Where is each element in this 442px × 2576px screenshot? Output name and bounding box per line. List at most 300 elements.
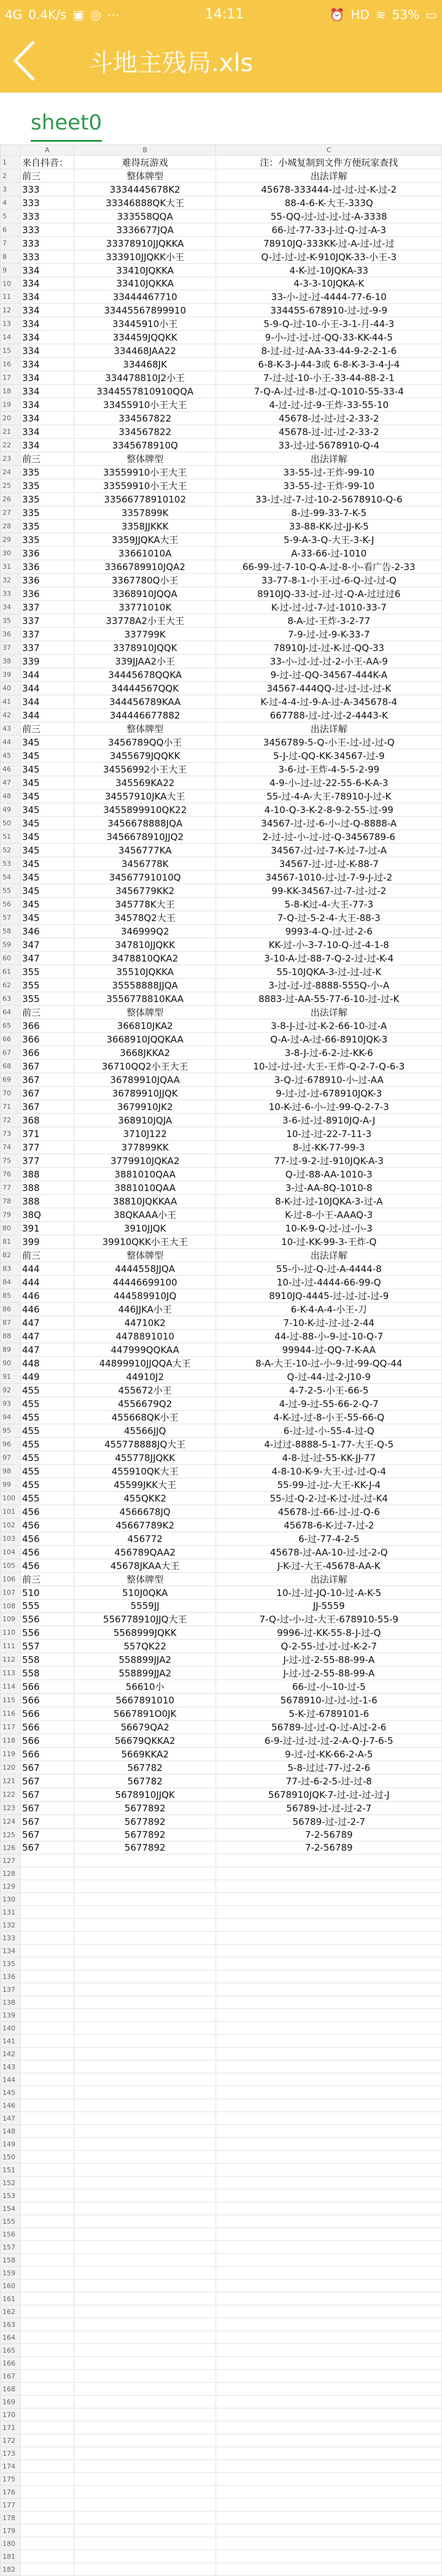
row-number[interactable]: 18 — [1, 385, 21, 398]
cell-a[interactable]: 366 — [20, 1019, 74, 1033]
corner-cell[interactable] — [1, 145, 21, 156]
cell-a[interactable]: 前三 — [20, 1006, 74, 1019]
cell-c[interactable]: 334455-678910-过-过-9-9 — [216, 304, 442, 317]
cell-b[interactable]: 3359JJQKA大王 — [74, 533, 216, 547]
cell-b[interactable]: 3366789910JQA2 — [74, 560, 216, 574]
cell-c[interactable] — [216, 1893, 442, 1906]
cell-c[interactable]: 99944-过-QQ-7-K-AA — [216, 1343, 442, 1357]
cell-c[interactable]: 9-小-过-过-过-QQ-33-KK-44-5 — [216, 331, 442, 344]
row-number[interactable]: 85 — [1, 1289, 21, 1303]
row-number[interactable]: 91 — [1, 1370, 21, 1384]
cell-c[interactable]: 10-过-过-22-7-11-3 — [216, 1127, 442, 1141]
cell-b[interactable]: 3710J122 — [74, 1127, 216, 1141]
row-number[interactable]: 117 — [1, 1721, 21, 1734]
cell-b[interactable] — [74, 1854, 216, 1867]
cell-c[interactable]: 10-过-过-4444-66-99-Q — [216, 1276, 442, 1289]
row-number[interactable]: 147 — [1, 2112, 21, 2125]
row-number[interactable]: 19 — [1, 398, 21, 412]
cell-c[interactable]: 33-88-KK-过-JJ-K-5 — [216, 520, 442, 533]
cell-c[interactable] — [216, 2215, 442, 2228]
cell-a[interactable]: 前三 — [20, 1573, 74, 1586]
row-number[interactable]: 9 — [1, 264, 21, 277]
cell-b[interactable]: 455672小王 — [74, 1384, 216, 1397]
cell-c[interactable]: 77-过-6-2-5-过-过-8 — [216, 1775, 442, 1788]
row-number[interactable]: 72 — [1, 1114, 21, 1127]
row-number[interactable]: 133 — [1, 1932, 21, 1945]
cell-b[interactable] — [74, 1957, 216, 1970]
cell-c[interactable]: 33-过-过-5678910-Q-4 — [216, 439, 442, 452]
cell-b[interactable]: 3456678888JQA — [74, 817, 216, 830]
row-number[interactable]: 81 — [1, 1235, 21, 1249]
cell-c[interactable]: 45678-6-K-过-7-过-2 — [216, 1519, 442, 1532]
cell-a[interactable]: 346 — [20, 925, 74, 938]
cell-a[interactable] — [20, 2177, 74, 2189]
cell-a[interactable] — [20, 2563, 74, 2576]
cell-a[interactable] — [20, 2357, 74, 2370]
cell-b[interactable] — [74, 2421, 216, 2434]
cell-b[interactable]: 344456789KAA — [74, 695, 216, 709]
cell-b[interactable]: 34445678QQKA — [74, 668, 216, 682]
cell-c[interactable] — [216, 2267, 442, 2280]
row-number[interactable]: 90 — [1, 1357, 21, 1370]
cell-b[interactable]: 334567822 — [74, 425, 216, 439]
cell-a[interactable] — [20, 2537, 74, 2550]
cell-a[interactable]: 455 — [20, 1384, 74, 1397]
cell-c[interactable] — [216, 2099, 442, 2112]
row-number[interactable]: 136 — [1, 1970, 21, 1983]
cell-c[interactable]: 9-过-过-KK-66-2-A-5 — [216, 1748, 442, 1761]
cell-a[interactable]: 446 — [20, 1289, 74, 1303]
row-number[interactable]: 36 — [1, 628, 21, 641]
cell-c[interactable] — [216, 2138, 442, 2151]
cell-c[interactable]: Q-过-44-过-2-J10-9 — [216, 1370, 442, 1384]
row-number[interactable]: 106 — [1, 1573, 21, 1586]
cell-b[interactable] — [74, 1906, 216, 1919]
cell-a[interactable]: 388 — [20, 1181, 74, 1195]
cell-c[interactable] — [216, 1854, 442, 1867]
column-header-c[interactable]: C — [216, 145, 442, 156]
cell-a[interactable] — [20, 2164, 74, 2177]
row-number[interactable]: 176 — [1, 2486, 21, 2499]
row-number[interactable]: 55 — [1, 884, 21, 898]
cell-b[interactable]: 34578Q2大王 — [74, 911, 216, 925]
cell-a[interactable]: 333 — [20, 210, 74, 223]
cell-b[interactable]: 33444467710 — [74, 290, 216, 304]
row-number[interactable]: 98 — [1, 1465, 21, 1478]
cell-b[interactable] — [74, 2280, 216, 2293]
cell-b[interactable]: 3455679JQQKK — [74, 749, 216, 763]
cell-a[interactable]: 336 — [20, 560, 74, 574]
row-number[interactable]: 74 — [1, 1141, 21, 1154]
row-number[interactable]: 123 — [1, 1802, 21, 1815]
cell-c[interactable]: 8-过-过-过-AA-33-44-9-2-2-1-6 — [216, 344, 442, 358]
cell-b[interactable] — [74, 2331, 216, 2344]
cell-a[interactable] — [20, 2344, 74, 2357]
cell-a[interactable] — [20, 2499, 74, 2512]
cell-b[interactable]: 33566778910102 — [74, 493, 216, 506]
cell-b[interactable]: 455778888JQ大王 — [74, 1438, 216, 1451]
cell-b[interactable]: 333910JJQKK小王 — [74, 250, 216, 264]
cell-b[interactable]: 4556679Q2 — [74, 1397, 216, 1411]
row-number[interactable]: 59 — [1, 938, 21, 952]
cell-b[interactable]: 45566JJQ — [74, 1424, 216, 1438]
cell-a[interactable]: 345 — [20, 803, 74, 817]
cell-a[interactable]: 367 — [20, 1073, 74, 1087]
cell-a[interactable]: 333 — [20, 237, 74, 250]
row-number[interactable]: 4 — [1, 196, 21, 210]
cell-c[interactable]: 8883-过-AA-55-77-6-10-过-过-K — [216, 992, 442, 1006]
row-number[interactable]: 151 — [1, 2164, 21, 2177]
cell-b[interactable]: 33445910小王 — [74, 317, 216, 331]
cell-a[interactable]: 455 — [20, 1465, 74, 1478]
cell-c[interactable]: 56789-过-过-2-7 — [216, 1815, 442, 1829]
cell-c[interactable]: 3-过-过-过-8888-555Q-小-A — [216, 979, 442, 992]
row-number[interactable]: 51 — [1, 830, 21, 844]
cell-a[interactable] — [20, 2048, 74, 2061]
row-number[interactable]: 116 — [1, 1707, 21, 1721]
cell-b[interactable]: 38810JQKKAA — [74, 1195, 216, 1208]
cell-c[interactable]: 78910JQ-333KK-过-A-过-过-过 — [216, 237, 442, 250]
row-number[interactable]: 158 — [1, 2254, 21, 2267]
cell-c[interactable]: 3-Q-过-678910-小-过-AA — [216, 1073, 442, 1087]
row-number[interactable]: 111 — [1, 1640, 21, 1653]
row-number[interactable]: 145 — [1, 2086, 21, 2099]
cell-b[interactable]: 33771010K — [74, 601, 216, 614]
cell-b[interactable]: 447999QQKAA — [74, 1343, 216, 1357]
cell-b[interactable]: 3668910JQQKAA — [74, 1033, 216, 1046]
cell-b[interactable]: 5678910JJQK — [74, 1788, 216, 1802]
cell-a[interactable] — [20, 2241, 74, 2254]
cell-c[interactable] — [216, 2396, 442, 2408]
cell-c[interactable]: 7-9-过-过-9-K-33-7 — [216, 628, 442, 641]
cell-b[interactable]: 整体牌型 — [74, 1006, 216, 1019]
cell-a[interactable]: 345 — [20, 844, 74, 857]
cell-c[interactable] — [216, 2241, 442, 2254]
cell-b[interactable]: 3345678910Q — [74, 439, 216, 452]
cell-c[interactable]: 6-过-过-小-55-4-过-Q — [216, 1424, 442, 1438]
row-number[interactable]: 41 — [1, 695, 21, 709]
row-number[interactable]: 160 — [1, 2280, 21, 2293]
row-number[interactable]: 28 — [1, 520, 21, 533]
cell-a[interactable]: 345 — [20, 857, 74, 871]
row-number[interactable]: 156 — [1, 2228, 21, 2241]
row-number[interactable]: 148 — [1, 2125, 21, 2138]
cell-c[interactable]: Q-过-过-过-K-910JQK-33-小王-3 — [216, 250, 442, 264]
row-number[interactable]: 33 — [1, 587, 21, 601]
cell-a[interactable] — [20, 1893, 74, 1906]
cell-c[interactable] — [216, 2112, 442, 2125]
cell-c[interactable] — [216, 1880, 442, 1893]
cell-a[interactable]: 344 — [20, 695, 74, 709]
cell-c[interactable]: 9-过-过-过-678910JQK-3 — [216, 1087, 442, 1100]
cell-c[interactable]: 33-77-8-1-小王-过-6-Q-过-过-Q — [216, 574, 442, 587]
cell-c[interactable] — [216, 1919, 442, 1932]
cell-c[interactable]: 33-55-过-王炸-99-10 — [216, 479, 442, 493]
cell-b[interactable]: 3456779KK2 — [74, 884, 216, 898]
cell-a[interactable]: 446 — [20, 1303, 74, 1316]
cell-c[interactable] — [216, 2177, 442, 2189]
cell-b[interactable]: 44899910JJQQA大王 — [74, 1357, 216, 1370]
cell-a[interactable]: 334 — [20, 398, 74, 412]
row-number[interactable]: 75 — [1, 1154, 21, 1168]
cell-a[interactable]: 344 — [20, 668, 74, 682]
cell-a[interactable] — [20, 1932, 74, 1945]
cell-c[interactable]: 出法详解 — [216, 169, 442, 183]
cell-c[interactable]: K-过-4-4-过-9-A-过-A-345678-4 — [216, 695, 442, 709]
cell-c[interactable]: 7-Q-过-小-过-大王-678910-55-9 — [216, 1613, 442, 1626]
cell-a[interactable]: 前三 — [20, 1249, 74, 1262]
cell-a[interactable]: 来自抖音： — [20, 156, 74, 169]
cell-a[interactable]: 444 — [20, 1262, 74, 1276]
cell-a[interactable]: 336 — [20, 574, 74, 587]
cell-a[interactable]: 449 — [20, 1370, 74, 1384]
cell-b[interactable]: 34444567QQK — [74, 682, 216, 695]
cell-b[interactable] — [74, 2022, 216, 2035]
row-number[interactable]: 113 — [1, 1667, 21, 1680]
cell-c[interactable] — [216, 2293, 442, 2305]
cell-a[interactable]: 345 — [20, 749, 74, 763]
cell-b[interactable] — [74, 1970, 216, 1983]
cell-c[interactable]: 10-K-9-Q-过-过-小-3 — [216, 1222, 442, 1235]
cell-c[interactable]: 3-10-A-过-88-7-Q-2-过-过-K-4 — [216, 952, 442, 965]
cell-b[interactable]: 333558QQA — [74, 210, 216, 223]
row-number[interactable]: 58 — [1, 925, 21, 938]
cell-a[interactable] — [20, 2151, 74, 2164]
row-number[interactable]: 8 — [1, 250, 21, 264]
cell-a[interactable]: 377 — [20, 1154, 74, 1168]
row-number[interactable]: 83 — [1, 1262, 21, 1276]
cell-c[interactable]: J-过-过-2-55-88-99-A — [216, 1653, 442, 1667]
cell-c[interactable] — [216, 1906, 442, 1919]
cell-a[interactable]: 355 — [20, 992, 74, 1006]
cell-a[interactable]: 566 — [20, 1721, 74, 1734]
cell-b[interactable]: 44910J2 — [74, 1370, 216, 1384]
row-number[interactable]: 142 — [1, 2048, 21, 2061]
cell-a[interactable]: 368 — [20, 1114, 74, 1127]
cell-a[interactable]: 444 — [20, 1276, 74, 1289]
cell-c[interactable] — [216, 2009, 442, 2022]
cell-b[interactable]: 33410JQKKA — [74, 277, 216, 290]
cell-c[interactable]: 4-过过-8888-5-1-77-大王-Q-5 — [216, 1438, 442, 1451]
row-number[interactable]: 53 — [1, 857, 21, 871]
row-number[interactable]: 87 — [1, 1316, 21, 1330]
row-number[interactable]: 68 — [1, 1060, 21, 1073]
row-number[interactable]: 99 — [1, 1478, 21, 1492]
row-number[interactable]: 40 — [1, 682, 21, 695]
cell-b[interactable] — [74, 2099, 216, 2112]
cell-a[interactable] — [20, 2267, 74, 2280]
cell-b[interactable]: 345778K大王 — [74, 898, 216, 911]
cell-c[interactable] — [216, 2408, 442, 2421]
cell-b[interactable]: 56679QKKA2 — [74, 1734, 216, 1748]
cell-a[interactable]: 38Q — [20, 1208, 74, 1222]
cell-c[interactable]: 88-4-6-K-大王-333Q — [216, 196, 442, 210]
cell-b[interactable]: 3367780Q小王 — [74, 574, 216, 587]
cell-a[interactable] — [20, 2073, 74, 2086]
cell-c[interactable]: 45678-过-过-过-2-33-2 — [216, 412, 442, 425]
cell-c[interactable]: 4-K-过-10JQKA-33 — [216, 264, 442, 277]
cell-a[interactable]: 566 — [20, 1694, 74, 1707]
cell-b[interactable] — [74, 2267, 216, 2280]
row-number[interactable]: 122 — [1, 1788, 21, 1802]
row-number[interactable]: 96 — [1, 1438, 21, 1451]
cell-a[interactable]: 334 — [20, 290, 74, 304]
row-number[interactable]: 146 — [1, 2099, 21, 2112]
cell-c[interactable]: 4-8-过-过-55-KK-JJ-77 — [216, 1451, 442, 1465]
cell-a[interactable]: 567 — [20, 1829, 74, 1841]
cell-c[interactable]: 34567-过-过-6-小-过-Q-8888-A — [216, 817, 442, 830]
cell-b[interactable]: 5667891O0JK — [74, 1707, 216, 1721]
cell-c[interactable] — [216, 1996, 442, 2009]
cell-a[interactable]: 456 — [20, 1546, 74, 1559]
cell-b[interactable] — [74, 1945, 216, 1957]
cell-b[interactable]: 33455910小王大王 — [74, 398, 216, 412]
cell-c[interactable] — [216, 2370, 442, 2383]
cell-b[interactable] — [74, 2164, 216, 2177]
cell-c[interactable] — [216, 1945, 442, 1957]
row-number[interactable]: 127 — [1, 1854, 21, 1867]
cell-a[interactable] — [20, 2550, 74, 2563]
cell-a[interactable]: 345 — [20, 830, 74, 844]
cell-a[interactable]: 455 — [20, 1397, 74, 1411]
cell-c[interactable]: 4-9-小-过-过-22-55-6-K-A-3 — [216, 776, 442, 790]
row-number[interactable]: 17 — [1, 371, 21, 385]
cell-c[interactable] — [216, 2357, 442, 2370]
cell-b[interactable] — [74, 2383, 216, 2396]
cell-a[interactable] — [20, 2099, 74, 2112]
row-number[interactable]: 78 — [1, 1195, 21, 1208]
cell-a[interactable] — [20, 2486, 74, 2499]
row-number[interactable]: 80 — [1, 1222, 21, 1235]
cell-c[interactable] — [216, 2125, 442, 2138]
row-number[interactable]: 139 — [1, 2009, 21, 2022]
cell-a[interactable] — [20, 2318, 74, 2331]
cell-c[interactable]: 5-8-K过-4-大王-77-3 — [216, 898, 442, 911]
cell-b[interactable] — [74, 1919, 216, 1932]
cell-a[interactable]: 455 — [20, 1411, 74, 1424]
cell-c[interactable]: 4-K-过-过-8-小王-55-66-Q — [216, 1411, 442, 1424]
cell-c[interactable]: 5678910-过-过-过-1-6 — [216, 1694, 442, 1707]
row-number[interactable]: 43 — [1, 722, 21, 736]
cell-b[interactable]: 3456789QQ小王 — [74, 736, 216, 749]
cell-a[interactable]: 388 — [20, 1195, 74, 1208]
cell-b[interactable]: 4478891010 — [74, 1330, 216, 1343]
row-number[interactable]: 164 — [1, 2331, 21, 2344]
cell-a[interactable]: 347 — [20, 952, 74, 965]
cell-b[interactable]: 5677892 — [74, 1802, 216, 1815]
cell-a[interactable]: 456 — [20, 1559, 74, 1573]
cell-b[interactable]: 456789QAA2 — [74, 1546, 216, 1559]
cell-b[interactable] — [74, 2138, 216, 2151]
row-number[interactable]: 155 — [1, 2215, 21, 2228]
cell-b[interactable]: 3368910JQQA — [74, 587, 216, 601]
cell-a[interactable]: 334 — [20, 304, 74, 317]
cell-b[interactable] — [74, 2215, 216, 2228]
row-number[interactable]: 65 — [1, 1019, 21, 1033]
cell-b[interactable]: 346999Q2 — [74, 925, 216, 938]
row-number[interactable]: 49 — [1, 803, 21, 817]
row-number[interactable]: 64 — [1, 1006, 21, 1019]
cell-b[interactable]: 5677892 — [74, 1829, 216, 1841]
cell-b[interactable] — [74, 2086, 216, 2099]
cell-c[interactable] — [216, 2331, 442, 2344]
cell-a[interactable]: 334 — [20, 412, 74, 425]
cell-c[interactable]: 33-小-过-过-过-2-小王-AA-9 — [216, 655, 442, 668]
row-number[interactable]: 21 — [1, 425, 21, 439]
row-number[interactable]: 163 — [1, 2318, 21, 2331]
cell-b[interactable]: 334567822 — [74, 412, 216, 425]
row-number[interactable]: 120 — [1, 1761, 21, 1775]
row-number[interactable]: 1 — [1, 156, 21, 169]
row-number[interactable]: 172 — [1, 2434, 21, 2447]
cell-a[interactable]: 333 — [20, 196, 74, 210]
cell-a[interactable]: 334 — [20, 425, 74, 439]
sheet-table[interactable] — [0, 144, 442, 2576]
cell-c[interactable]: J-过-过-2-55-88-99-A — [216, 1667, 442, 1680]
cell-a[interactable]: 335 — [20, 466, 74, 479]
cell-a[interactable]: 345 — [20, 736, 74, 749]
cell-a[interactable]: 391 — [20, 1222, 74, 1235]
row-number[interactable]: 134 — [1, 1945, 21, 1957]
cell-c[interactable]: 4-3-3-10JQKA-K — [216, 277, 442, 290]
row-number[interactable]: 165 — [1, 2344, 21, 2357]
row-number[interactable]: 79 — [1, 1208, 21, 1222]
cell-b[interactable]: 558899JJA2 — [74, 1667, 216, 1680]
row-number[interactable]: 82 — [1, 1249, 21, 1262]
cell-b[interactable]: 35510JQKKA — [74, 965, 216, 979]
cell-a[interactable]: 345 — [20, 776, 74, 790]
row-number[interactable]: 2 — [1, 169, 21, 183]
cell-a[interactable]: 335 — [20, 520, 74, 533]
row-number[interactable]: 26 — [1, 493, 21, 506]
cell-b[interactable] — [74, 2177, 216, 2189]
cell-c[interactable]: Q-2-55-过-过-过-K-2-7 — [216, 1640, 442, 1653]
cell-a[interactable] — [20, 2293, 74, 2305]
row-number[interactable]: 121 — [1, 1775, 21, 1788]
cell-c[interactable]: 8-A-过-王炸-3-2-77 — [216, 614, 442, 628]
cell-a[interactable]: 345 — [20, 763, 74, 776]
cell-a[interactable]: 455 — [20, 1424, 74, 1438]
cell-b[interactable] — [74, 2434, 216, 2447]
cell-a[interactable] — [20, 2447, 74, 2460]
row-number[interactable]: 13 — [1, 317, 21, 331]
cell-c[interactable] — [216, 2280, 442, 2293]
row-number[interactable]: 3 — [1, 183, 21, 196]
cell-c[interactable]: 45678-过-过-过-2-33-2 — [216, 425, 442, 439]
cell-b[interactable] — [74, 2408, 216, 2421]
cell-b[interactable]: 3881010QAA — [74, 1168, 216, 1181]
cell-c[interactable]: A-33-66-过-1010 — [216, 547, 442, 560]
row-number[interactable]: 182 — [1, 2563, 21, 2576]
cell-a[interactable] — [20, 2421, 74, 2434]
cell-a[interactable]: 566 — [20, 1680, 74, 1694]
row-number[interactable]: 57 — [1, 911, 21, 925]
row-number[interactable]: 20 — [1, 412, 21, 425]
row-number[interactable]: 162 — [1, 2305, 21, 2318]
row-number[interactable]: 34 — [1, 601, 21, 614]
cell-c[interactable] — [216, 2421, 442, 2434]
row-number[interactable]: 14 — [1, 331, 21, 344]
row-number[interactable]: 104 — [1, 1546, 21, 1559]
row-number[interactable]: 38 — [1, 655, 21, 668]
cell-c[interactable] — [216, 2035, 442, 2048]
row-number[interactable]: 101 — [1, 1505, 21, 1519]
row-number[interactable]: 177 — [1, 2499, 21, 2512]
cell-a[interactable]: 447 — [20, 1343, 74, 1357]
cell-c[interactable]: 4-过-过-过-9-王炸-33-55-10 — [216, 398, 442, 412]
cell-c[interactable] — [216, 2512, 442, 2524]
row-number[interactable]: 180 — [1, 2537, 21, 2550]
